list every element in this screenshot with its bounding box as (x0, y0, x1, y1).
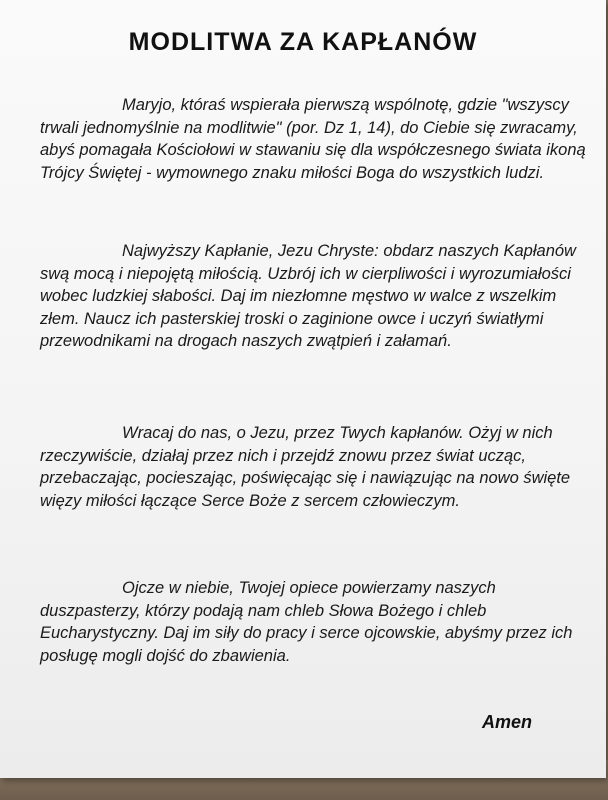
prayer-paragraph-1: Maryjo, któraś wspierała pierwszą wspólnotę, gdzie "wszyscy trwali jednomyślnie na modlitwie" (por. Dz 1, 14), do Ciebie się zwracamy, abyś pomagała Kościołowi w stawaniu się dla współczesnego świata ikoną Trójcy Świętej - wymownego znaku miłości Boga do wszystkich ludzi. (40, 96, 586, 182)
prayer-paragraph-2: Najwyższy Kapłanie, Jezu Chryste: obdarz naszych Kapłanów swą mocą i niepojętą miłością. Uzbrój ich w cierpliwości i wyrozumiałości wobec ludzkiej słabości. Daj im niezłomne męstwo w walce z wszelkim złem. Naucz ich pasterskiej troski o zaginione owce i uczyń światłymi przewodnikami na drogach naszych zwątpień i załamań. (40, 242, 576, 350)
prayer-closing: Amen (481, 712, 532, 732)
prayer-paragraph-3: Wracaj do nas, o Jezu, przez Twych kapłanów. Ożyj w nich rzeczywiście, działaj przez nich i przejdź znowu przez świat ucząc, przebaczając, pocieszając, poświęcając się i nawiązując na nowo święte więzy miłości łączące Serce Boże z sercem człowieczym. (40, 424, 571, 510)
prayer-title: MODLITWA ZA KAPŁANÓW (128, 28, 478, 56)
prayer-paragraph-4: Ojcze w niebie, Twojej opiece powierzamy naszych duszpasterzy, którzy podają nam chleb Słowa Bożego i chleb Eucharystyczny. Daj im siły do pracy i serce ojcowskie, abyśmy przez ich posługę mogli dojść do zbawienia. (40, 579, 573, 665)
